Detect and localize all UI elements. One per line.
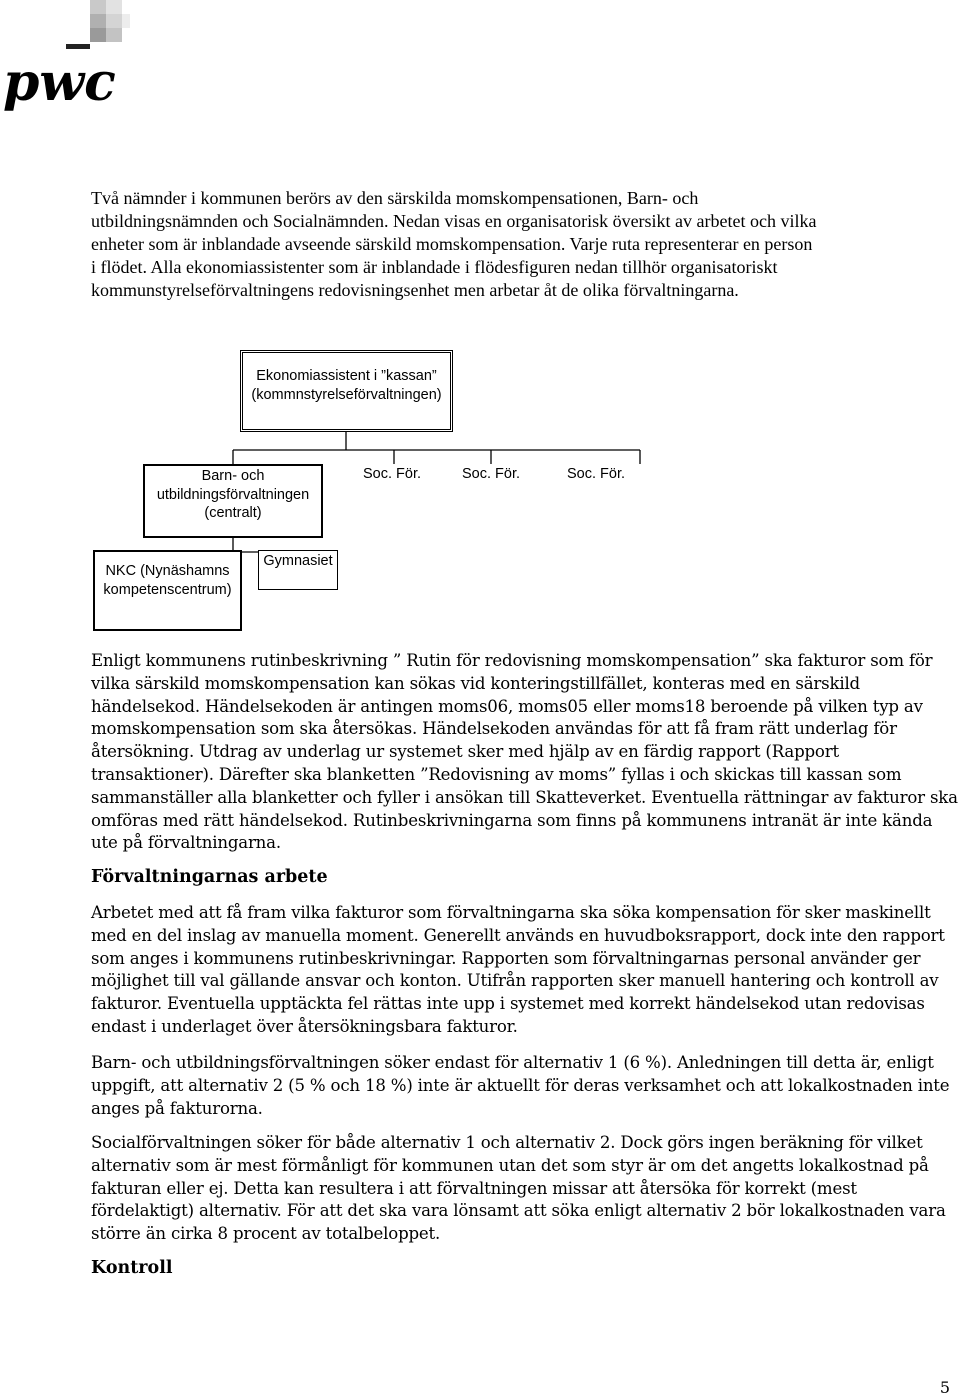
barn-box-line-1: Barn- och (201, 468, 265, 484)
paragraph-socialforvaltningen: Socialförvaltningen söker för både alternativ 1 och alternativ 2. Dock görs ingen beräkning för vilket alternativ som är mest förmånligt för kommunen utan det som styr är om det angetts lokalkostnad på fakturan eller ej. Detta kan resultera i att förvaltningen missar att återsöka för korrekt (mest fördelaktigt) alternativ. För att det ska vara lönsamt att söka enligt alternativ 2 bör lokalkostnaden vara större än cirka 8 procent av totalbeloppet. (91, 1133, 946, 1244)
pwc-logo-graphic (0, 0, 130, 115)
paragraph-arbetet: Arbetet med att få fram vilka fakturor som förvaltningarna ska söka kompensation för sker maskinellt med en del inslag av manuella moment. Generellt används en huvudboksrapport, dock inte den rapport som anges i kommunens rutinbeskrivningar. Rapporten som förvaltningarnas personal använder ger möjlighet till val gällande ansvar och konton. Utifrån rapporten sker manuell hantering och kontroll av fakturor. Eventuella upptäckta fel rättas inte upp i systemet med korrekt händelsekod utan redovisas endast i underlaget över återsökningsbara fakturor. (91, 903, 945, 1036)
nkc-box-line-2: kompetenscentrum) (103, 581, 232, 598)
top-assistant-box (240, 350, 453, 432)
barn-box-line-3: (centralt) (204, 505, 262, 521)
intro-line-1: Två nämnder i kommunen berörs av den särskilda momskompensationen, Barn- och (91, 188, 699, 208)
gymnasiet-label: Gymnasiet (263, 553, 333, 569)
top-box-line-1: Ekonomiassistent i ”kassan” (256, 368, 437, 384)
soc-for-2: Soc. För. (462, 466, 521, 482)
page-number: 5 (939, 1378, 950, 1397)
intro-line-5: kommunstyrelseförvaltningens redovisningsenhet men arbetar åt de olika förvaltningarna. (91, 280, 739, 300)
intro-line-3: enheter som är inblandade avseende särskild momskompensation. Varje ruta representerar en person (91, 234, 813, 254)
paragraph-barn-utbildning: Barn- och utbildningsförvaltningen söker endast för alternativ 1 (6 %). Anledningen till detta är, enligt uppgift, att alternativ 2 (5 % och 18 %) inte är aktuellt för deras verksamhet och att lokalkostnaden inte anges på fakturorna. (91, 1053, 950, 1118)
heading-forvaltningarnas-arbete: Förvaltningarnas arbete (91, 867, 328, 887)
gymnasiet-box (258, 550, 338, 590)
heading-kontroll: Kontroll (91, 1258, 173, 1278)
intro-line-2: utbildningsnämnden och Socialnämnden. Nedan visas en organisatorisk översikt av arbetet och vilka (91, 211, 817, 231)
logo-text: pwc (3, 52, 116, 113)
soc-for-3: Soc. För. (567, 466, 626, 482)
intro-line-4: i flödet. Alla ekonomiassistenter som är inblandade i flödesfiguren nedan tillhör organisatoriskt (91, 257, 778, 277)
pwc-logo (0, 0, 130, 115)
top-box-line-2: (kommnstyrelseförvaltningen) (251, 386, 442, 403)
soc-for-1: Soc. För. (363, 466, 422, 482)
barn-utbildning-box (143, 464, 323, 538)
org-chart (0, 340, 960, 640)
barn-box-line-2: utbildningsförvaltningen (156, 486, 310, 503)
paragraph-rutin: Enligt kommunens rutinbeskrivning ” Rutin för redovisning momskompensation” ska fakturor som för vilka särskild momskompensation kan sökas vid konteringstillfället, konteras med en särskild händelsekod. Händelsekoden är antingen moms06, moms05 eller moms18 beroende på vilken typ av momskompensation som ska återsökas. Händelsekoden användas för att få fram rätt underlag för återsökning. Utdrag av underlag ur systemet sker med hjälp av en färdig rapport (Rapport transaktioner). Därefter ska blanketten ”Redovisning av moms” fyllas i och skickas till kassan som sammanställer alla blanketter och fyller i ansökan till Skatteverket. Eventuella rättningar av fakturor ska omföras med rätt händelsekod. Rutinbeskrivningarna som finns på kommunens intranät är inte kända ute på förvaltningarna. (91, 651, 958, 853)
nkc-box-line-1: NKC (Nynäshamns (105, 563, 230, 579)
nkc-box (93, 550, 242, 631)
